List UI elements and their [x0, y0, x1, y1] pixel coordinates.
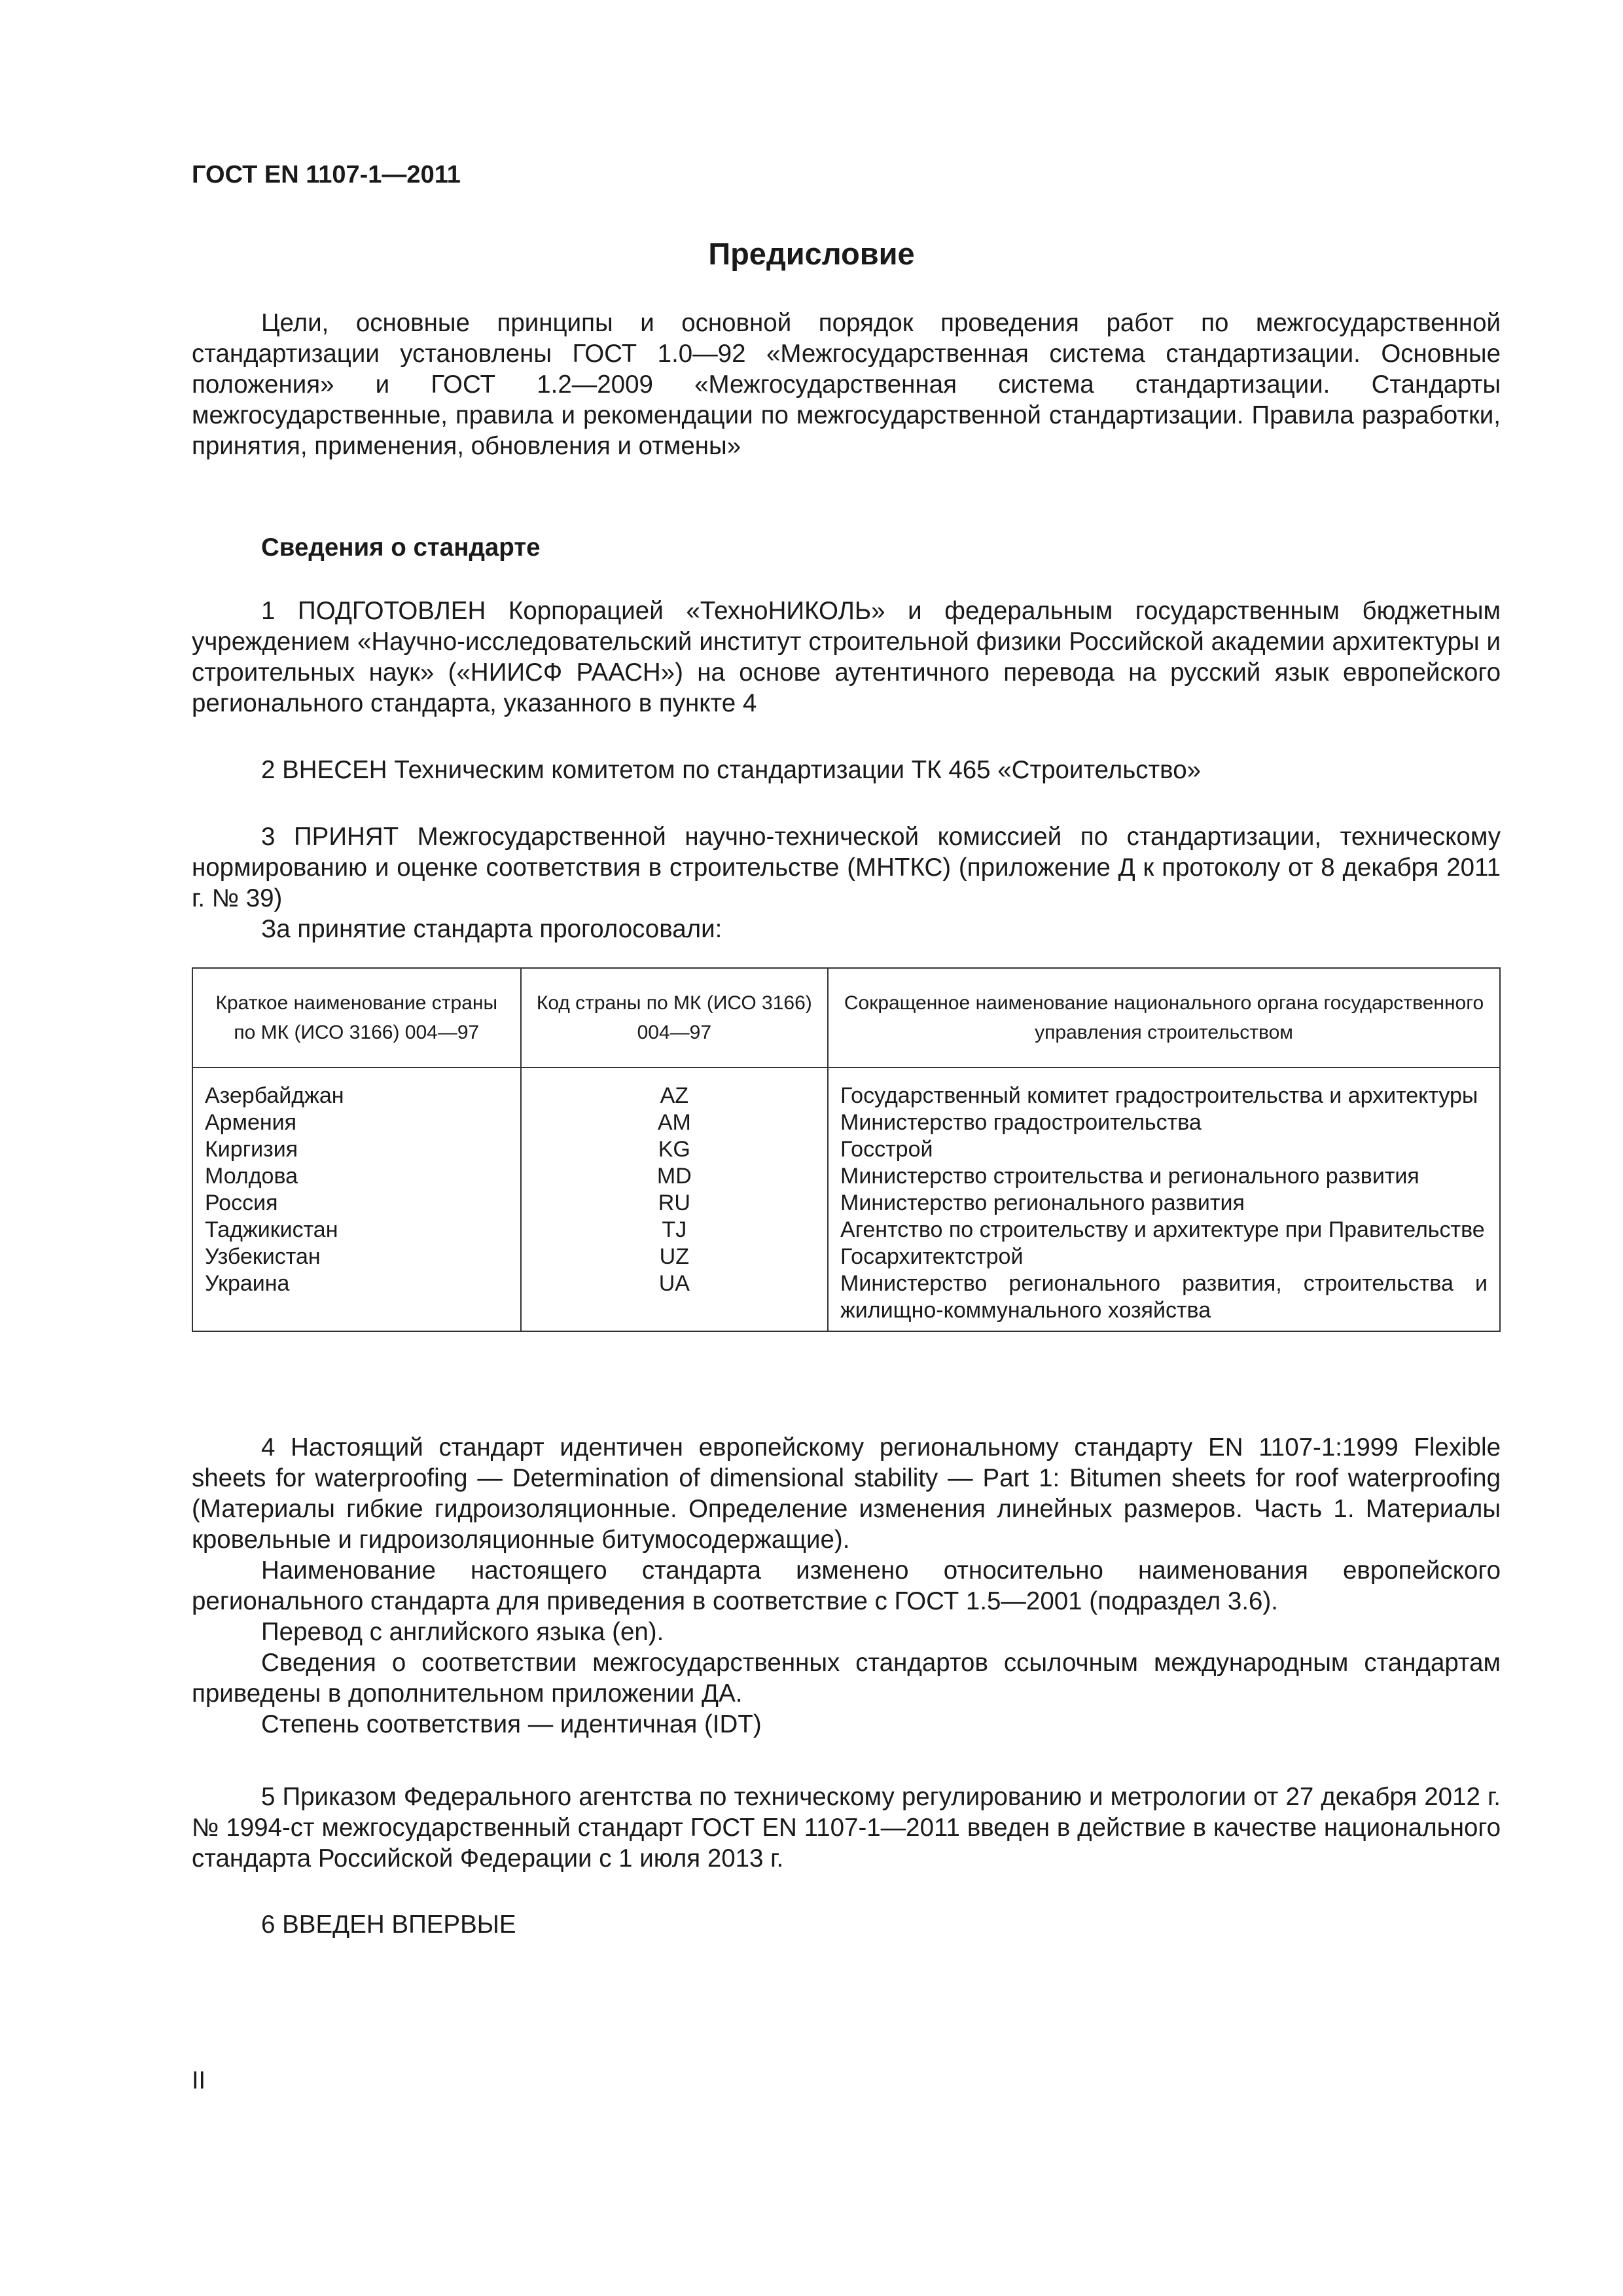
table-row	[192, 1163, 1500, 1190]
item-5-block	[192, 1782, 1501, 1874]
cell-code: MD	[521, 1163, 828, 1190]
table-row	[192, 1109, 1500, 1136]
cell-code: RU	[521, 1190, 828, 1217]
item-2-paragraph: 2 ВНЕСЕН Техническим комитетом по стандартизации ТК 465 «Строительство»	[261, 756, 1202, 784]
table-header-row	[192, 968, 1500, 1067]
table-row	[192, 1217, 1500, 1244]
item-6-paragraph: 6 ВВЕДЕН ВПЕРВЫЕ	[261, 1910, 516, 1939]
cell-organization: Министерство строительства и регионального развития	[828, 1163, 1500, 1190]
item-1-paragraph: 1 ПОДГОТОВЛЕН Корпорацией «ТехноНИКОЛЬ» и федеральным государственным бюджетным учреждением «Научно-исследовательский институт строительной физики Российской академии архитектуры и строительных наук» («НИИСФ РААСН») на основе аутентичного перевода на русский язык европейского регионального стандарта, указанного в пункте 4	[192, 597, 1501, 717]
cell-code: KG	[521, 1136, 828, 1163]
cell-code: TJ	[521, 1217, 828, 1244]
cell-code: AZ	[521, 1067, 828, 1109]
intro-paragraph: Цели, основные принципы и основной порядок проведения работ по межгосударственной стандартизации установлены ГОСТ 1.0—92 «Межгосударственная система стандартизации. Основные положения» и ГОСТ 1.2—2009 «Межгосударственная система стандартизации. Стандарты межгосударственные, правила и рекомендации по межгосударственной стандартизации. Правила разработки, принятия, применения, обновления и отмены»	[192, 309, 1501, 460]
voting-table	[192, 967, 1501, 1332]
item-1-block	[192, 596, 1501, 719]
document-code: ГОСТ EN 1107-1—2011	[192, 161, 461, 188]
item-4-references: Сведения о соответствии межгосударственных стандартов ссылочным международным стандартам приведены в дополнительном приложении ДА.	[192, 1649, 1501, 1708]
cell-country: Киргизия	[192, 1136, 521, 1163]
cell-organization: Государственный комитет градостроительства и архитектуры	[828, 1067, 1500, 1109]
item-3-voted-line: За принятие стандарта проголосовали:	[261, 915, 722, 943]
cell-organization: Министерство градостроительства	[828, 1109, 1500, 1136]
cell-organization: Министерство регионального развития, строительства и жилищно-коммунального хозяйства	[828, 1270, 1500, 1331]
section-heading: Сведения о стандарте	[261, 533, 541, 562]
cell-country: Таджикистан	[192, 1217, 521, 1244]
header-organization: Сокращенное наименование национального органа государственного управления строительством	[828, 968, 1500, 1067]
cell-country: Азербайджан	[192, 1067, 521, 1109]
item-4-conformity: Степень соответствия — идентичная (IDT)	[261, 1710, 762, 1738]
page-number: II	[192, 2067, 206, 2094]
item-3-paragraph: 3 ПРИНЯТ Межгосударственной научно-технической комиссией по стандартизации, техническому нормированию и оценке соответствия в строительстве (МНТКС) (приложение Д к протоколу от 8 декабря 2011 г. № 39)	[192, 823, 1501, 912]
table-row	[192, 1244, 1500, 1270]
cell-code: AM	[521, 1109, 828, 1136]
cell-code: UZ	[521, 1244, 828, 1270]
header-country: Краткое наименование страны по МК (ИСО 3166) 004—97	[192, 968, 521, 1067]
item-4-block	[192, 1432, 1501, 1740]
header-code: Код страны по МК (ИСО 3166) 004—97	[521, 968, 828, 1067]
table-row	[192, 1190, 1500, 1217]
cell-country: Молдова	[192, 1163, 521, 1190]
item-4-paragraph: 4 Настоящий стандарт идентичен европейскому региональному стандарту EN 1107-1:1999 Flexible sheets for waterproofing — Determination of dimensional stability — Part 1: Bitumen sheets for roof waterproofing (Материалы гибкие гидроизоляционные. Определение изменения линейных размеров. Часть 1. Материалы кровельные и гидроизоляционные битумосодержащие).	[192, 1433, 1501, 1554]
cell-organization: Министерство регионального развития	[828, 1190, 1500, 1217]
table-row	[192, 1067, 1500, 1109]
cell-country: Узбекистан	[192, 1244, 521, 1270]
item-6-block	[192, 1909, 1501, 1940]
cell-code: UA	[521, 1270, 828, 1331]
cell-country: Украина	[192, 1270, 521, 1331]
cell-organization: Госстрой	[828, 1136, 1500, 1163]
item-2-block	[192, 755, 1501, 785]
cell-country: Армения	[192, 1109, 521, 1136]
table-row	[192, 1270, 1500, 1331]
table-row	[192, 1136, 1500, 1163]
cell-organization: Агентство по строительству и архитектуре при Правительстве	[828, 1217, 1500, 1244]
item-4-name-change: Наименование настоящего стандарта изменено относительно наименования европейского регионального стандарта для приведения в соответствие с ГОСТ 1.5—2001 (подраздел 3.6).	[192, 1556, 1501, 1615]
page-title: Предисловие	[708, 236, 915, 271]
item-4-translation: Перевод с английского языка (en).	[261, 1618, 664, 1646]
cell-country: Россия	[192, 1190, 521, 1217]
item-3-block	[192, 821, 1501, 944]
item-5-paragraph: 5 Приказом Федерального агентства по техническому регулированию и метрологии от 27 декабря 2012 г. № 1994-ст межгосударственный стандарт ГОСТ EN 1107-1—2011 введен в действие в качестве национального стандарта Российской Федерации с 1 июля 2013 г.	[192, 1783, 1501, 1873]
intro-block	[192, 308, 1501, 461]
cell-organization: Госархитектстрой	[828, 1244, 1500, 1270]
